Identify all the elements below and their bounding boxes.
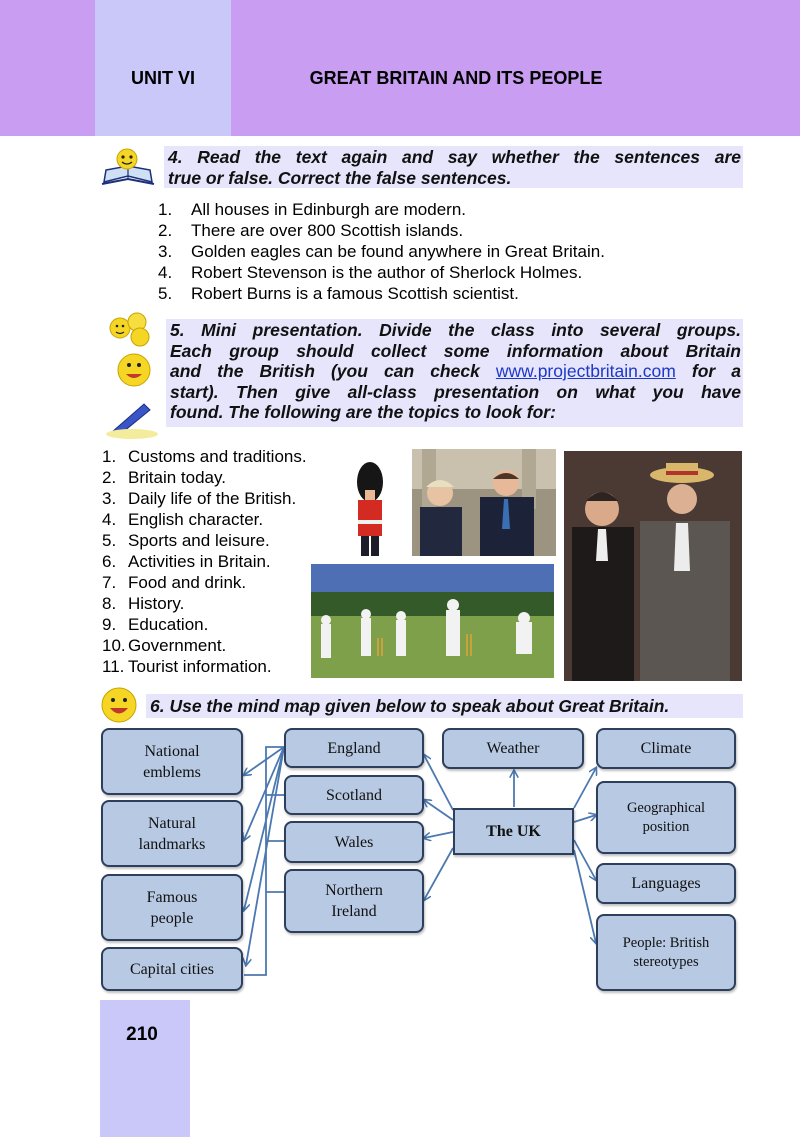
mindmap-center-uk: The UK [453, 808, 574, 855]
mindmap-northern-ireland [284, 869, 424, 933]
task5-line-4: start). Then give all-class presentation on what you have [170, 381, 741, 402]
task4-sentence-text: Robert Stevenson is the author of Sherlock Holmes. [191, 263, 583, 282]
topic-number: 5. [102, 531, 117, 550]
emblems-line-1: National [144, 742, 200, 760]
stereo-line-1: People: British [622, 934, 710, 951]
ni-line-1: Northern [325, 882, 383, 899]
topic-text: History. [128, 594, 185, 613]
mindmap-scotland: Scotland [284, 775, 424, 815]
landmarks-line-2: landmarks [138, 835, 206, 853]
projectbritain-link[interactable]: www.projectbritain.com [495, 361, 676, 381]
topic-text: Education. [128, 615, 209, 634]
mindmap-national-emblems [101, 728, 243, 795]
topic-number: 11. [102, 657, 125, 676]
task4-sentence-number: 1. [158, 200, 173, 219]
task6-instruction: 6. Use the mind map given below to speak about Great Britain. [150, 696, 670, 716]
topic-text: Tourist information. [128, 657, 272, 676]
mindmap-capital-cities: Capital cities [101, 947, 243, 991]
topic-text: English character. [128, 510, 264, 529]
topic-number: 1. [102, 447, 117, 466]
task5-line-3-end: for a [675, 361, 741, 381]
topic-text: Sports and leisure. [128, 531, 270, 550]
task4-sentence-number: 3. [158, 242, 173, 261]
topic-number: 10. [102, 636, 126, 655]
task4-sentence-text: Golden eagles can be found anywhere in Great Britain. [191, 242, 605, 261]
mindmap-england: England [284, 728, 424, 768]
mindmap-natural-landmarks [101, 800, 243, 867]
mindmap-climate: Climate [596, 728, 736, 769]
topic-number: 9. [102, 615, 117, 634]
topic-text: Daily life of the British. [128, 489, 297, 508]
task5-line-2: Each group should collect some information about Britain [170, 340, 741, 361]
mindmap-british-stereotypes [596, 914, 736, 991]
people-line-1: Famous [146, 888, 198, 906]
task4-line-1: 4. Read the text again and say whether the sentences are [168, 147, 741, 167]
ni-line-2: Ireland [331, 903, 377, 920]
task4-sentence-text: All houses in Edinburgh are modern. [191, 200, 466, 219]
task4-sentence-text: Robert Burns is a famous Scottish scientist. [191, 284, 519, 303]
task4-sentence-number: 5. [158, 284, 173, 303]
task5-line-5: found. The following are the topics to look for: [170, 402, 556, 422]
landmarks-line-1: Natural [148, 814, 196, 832]
topic-number: 4. [102, 510, 117, 529]
unit-label: UNIT VI [130, 68, 195, 88]
topic-text: Government. [128, 636, 227, 655]
mindmap-languages: Languages [596, 863, 736, 904]
stereo-line-2: stereotypes [633, 953, 699, 970]
task5-line-1: 5. Mini presentation. Divide the class into several groups. [170, 320, 741, 340]
mindmap-wales: Wales [284, 821, 424, 863]
task5-line-3-start: and the British (you can check [170, 361, 496, 381]
mindmap-famous-people [101, 874, 243, 941]
topic-number: 6. [102, 552, 117, 571]
task4-sentence-text: There are over 800 Scottish islands. [191, 221, 464, 240]
geo-line-2: position [642, 818, 690, 835]
unit-title: GREAT BRITAIN AND ITS PEOPLE [309, 68, 603, 88]
topic-text: Customs and traditions. [128, 447, 307, 466]
mindmap-geographical-position [596, 781, 736, 854]
topic-number: 3. [102, 489, 117, 508]
topic-text: Activities in Britain. [128, 552, 271, 571]
page-number-tab [100, 1000, 190, 1137]
task4-line-2: true or false. Correct the false sentences. [168, 167, 512, 188]
topic-number: 8. [102, 594, 117, 613]
geo-line-1: Geographical [626, 799, 706, 816]
emblems-line-2: emblems [143, 763, 201, 781]
mindmap-weather: Weather [442, 728, 584, 769]
topic-text: Food and drink. [128, 573, 247, 592]
topic-number: 7. [102, 573, 117, 592]
task4-sentence-number: 4. [158, 263, 173, 282]
people-line-2: people [150, 909, 194, 927]
task4-sentence-number: 2. [158, 221, 173, 240]
topic-text: Britain today. [128, 468, 226, 487]
page-number: 210 [126, 1024, 158, 1045]
topic-number: 2. [102, 468, 117, 487]
